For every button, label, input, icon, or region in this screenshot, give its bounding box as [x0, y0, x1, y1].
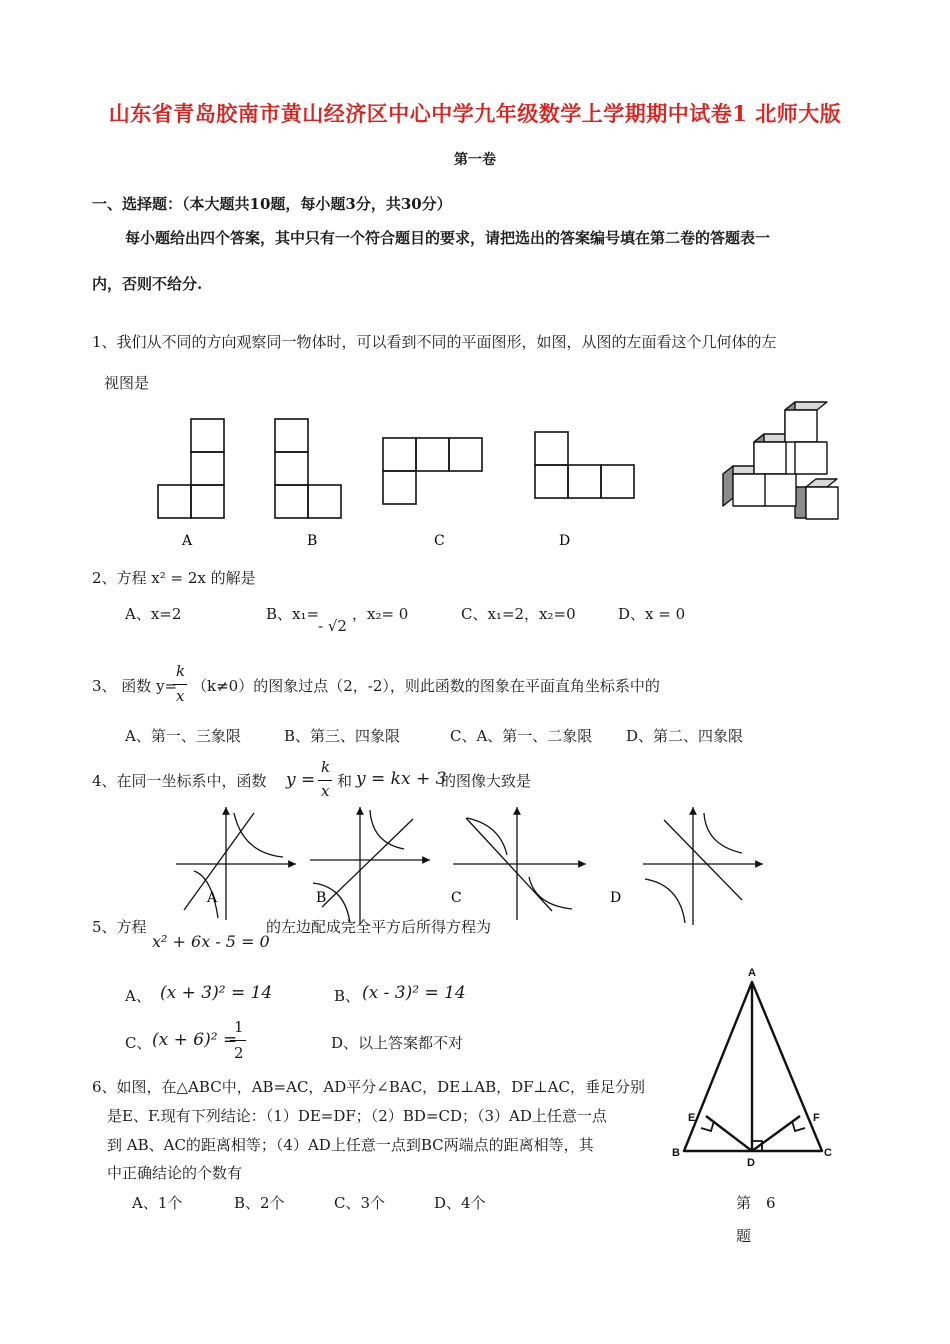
q1-text-line-2: 视图是: [104, 374, 150, 392]
q5-option-c-frac-line: [230, 1040, 246, 1041]
q6-point-b: B: [672, 1147, 680, 1159]
q4-func1-lhs: y =: [286, 770, 316, 790]
q6-point-c: C: [824, 1147, 832, 1159]
q6-option-a: A、1个: [132, 1194, 183, 1212]
q4-frac-num: k: [321, 758, 331, 776]
q2-option-b-root: - √2: [318, 617, 347, 635]
q1-views-figure: [0, 400, 950, 549]
q5-option-c-num: 1: [234, 1018, 244, 1036]
q5-option-c-lhs: (x + 6)² =: [152, 1030, 238, 1050]
q6-point-d: D: [747, 1157, 755, 1169]
q5-option-d: D、以上答案都不对: [331, 1034, 464, 1052]
q4-prefix: 4、在同一坐标系中，函数: [92, 772, 267, 790]
q2-option-b-suffix: ，x₂= 0: [352, 605, 409, 623]
q6-line-4: 中正确结论的个数有: [107, 1164, 243, 1182]
q5-option-a: (x + 3)² = 14: [160, 983, 273, 1003]
q3-frac-line: [173, 684, 187, 685]
q4-frac-den: x: [321, 782, 330, 800]
q5-option-c-den: 2: [234, 1044, 244, 1062]
instruction-line-1: 每小题给出四个答案，其中只有一个符合题目的要求，请把选出的答案编号填在第二卷的答题表一: [125, 229, 771, 247]
q4-mid: 和: [337, 772, 353, 790]
q5-option-c-label: C、: [125, 1034, 152, 1052]
q3-option-b: B、第三、四象限: [284, 727, 401, 745]
q6-figure-caption-line-1: 第 6: [736, 1194, 776, 1212]
q6-line-3: 到 AB、AC的距离相等；（4）AD上任意一点到BC两端点的距离相等，其: [107, 1136, 594, 1154]
q6-line-2: 是E、F.现有下列结论：（1）DE=DF；（2）BD=CD；（3）AD上任意一点: [107, 1107, 607, 1125]
q2-text: 2、方程 x² = 2x 的解是: [92, 569, 256, 587]
q1-option-a: A: [182, 533, 193, 549]
q4-suffix: 的图像大致是: [441, 772, 532, 790]
q6-option-b: B、2个: [234, 1194, 285, 1212]
q4-option-a: A: [207, 890, 218, 906]
q4-func2: y = kx + 3: [356, 769, 447, 789]
q5-equation: x² + 6x - 5 = 0: [152, 932, 270, 951]
q5-option-b: (x - 3)² = 14: [362, 983, 466, 1003]
q5-option-b-label: B、: [334, 987, 361, 1005]
q5-option-a-label: A、: [125, 987, 151, 1005]
q4-option-d: D: [610, 890, 622, 906]
q1-option-d: D: [559, 533, 571, 549]
q3-frac-den: x: [176, 687, 185, 705]
q6-figure-caption-line-2: 题: [736, 1227, 752, 1245]
q6-point-f: F: [813, 1112, 820, 1124]
q6-option-d: D、4个: [434, 1194, 486, 1212]
q2-option-a: A、x=2: [125, 605, 182, 623]
q2-option-b-prefix: B、x₁=: [266, 605, 320, 623]
q6-point-e: E: [688, 1112, 696, 1124]
q3-frac-num: k: [176, 662, 186, 680]
section-heading: 一、选择题：（本大题共10题，每小题3分，共30分）: [92, 195, 452, 213]
page-title: 山东省青岛胶南市黄山经济区中心中学九年级数学上学期期中试卷1 北师大版: [108, 101, 842, 126]
q2-option-c: C、x₁=2，x₂=0: [461, 605, 576, 623]
q5-suffix: 的左边配成完全平方后所得方程为: [266, 918, 492, 936]
q1-option-c: C: [434, 533, 445, 549]
q3-option-d: D、第二、四象限: [626, 727, 744, 745]
q6-triangle-figure: [670, 960, 850, 1180]
q4-option-c: C: [451, 890, 462, 906]
q6-line-1: 6、如图，在△ABC中，AB=AC，AD平分∠BAC，DE⊥AB，DF⊥AC，垂足分别: [92, 1078, 645, 1096]
q6-option-c: C、3个: [334, 1194, 386, 1212]
q4-option-b: B: [316, 890, 327, 906]
q3-prefix: 3、 函数 y=: [92, 677, 178, 695]
q3-suffix: （k≠0）的图象过点（2，-2），则此函数的图象在平面直角坐标系中的: [192, 677, 660, 695]
q3-option-c: C、A、第一、二象限: [450, 727, 593, 745]
q4-frac-line: [318, 780, 332, 781]
q3-option-a: A、第一、三象限: [125, 727, 241, 745]
q1-text-line-1: 1、我们从不同的方向观察同一物体时，可以看到不同的平面图形，如图，从图的左面看这个几何体的左: [92, 333, 777, 351]
q5-prefix: 5、方程: [92, 918, 147, 936]
page-subtitle: 第一卷: [454, 152, 496, 168]
q6-point-a: A: [748, 967, 756, 979]
q1-option-b: B: [307, 533, 318, 549]
q2-option-d: D、x = 0: [618, 605, 686, 623]
instruction-line-2: 内，否则不给分.: [92, 275, 203, 293]
